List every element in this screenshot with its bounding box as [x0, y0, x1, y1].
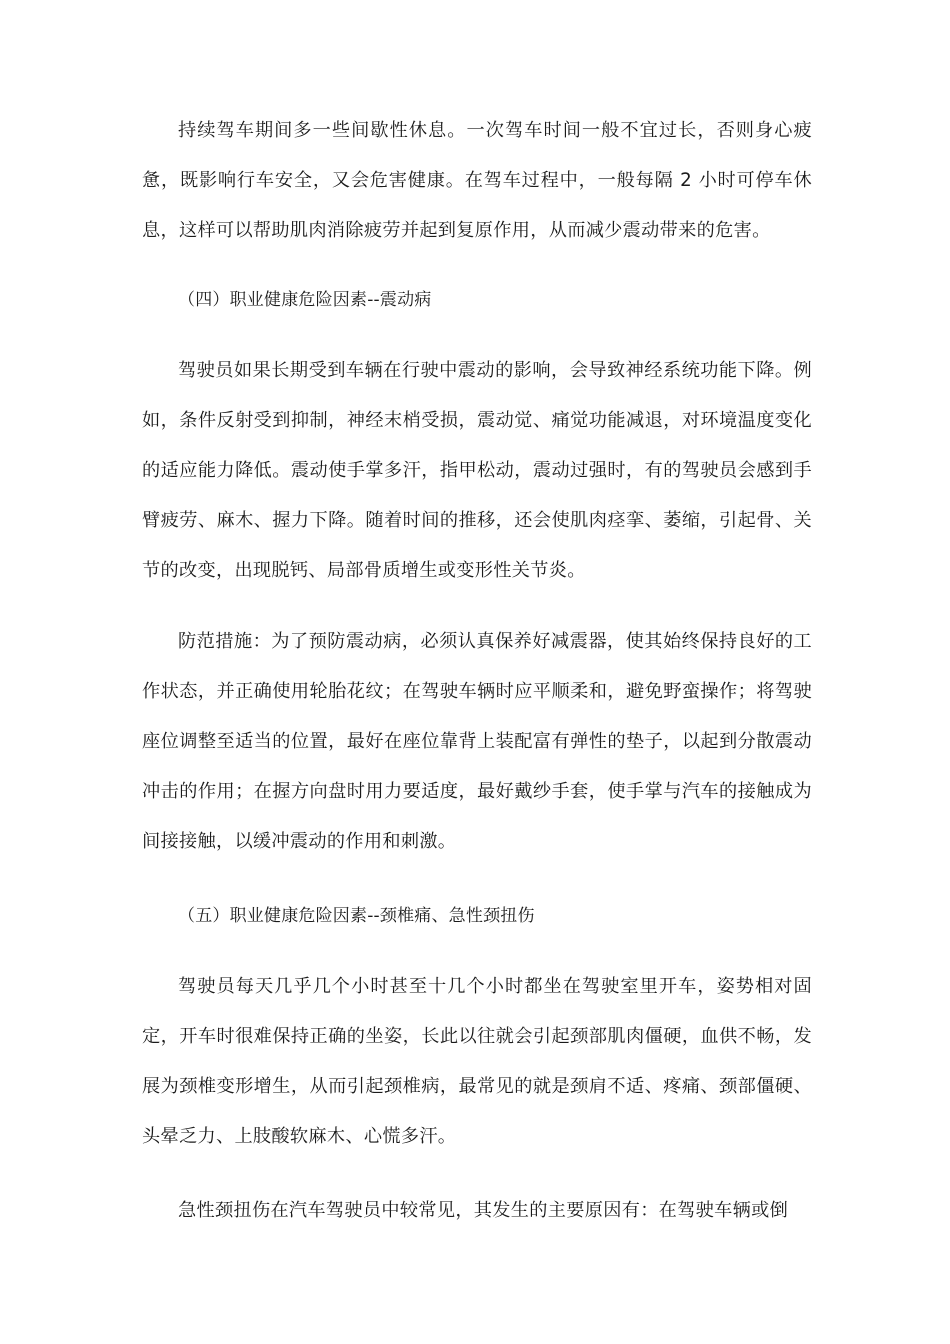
paragraph-cervical-spondylosis: 驾驶员每天几乎几个小时甚至十几个小时都坐在驾驶室里开车，姿势相对固定，开车时很难保持正确的坐姿，长此以往就会引起颈部肌肉僵硬，血供不畅，发展为颈椎变形增生，从而引起颈椎病，最常见的就是颈肩不适、疼痛、颈部僵硬、头晕乏力、上肢酸软麻木、心慌多汗。 [142, 976, 812, 1147]
paragraph-vibration-effects: 驾驶员如果长期受到车辆在行驶中震动的影响，会导致神经系统功能下降。例如，条件反射受到抑制，神经末梢受损，震动觉、痛觉功能减退，对环境温度变化的适应能力降低。震动使手掌多汗，指甲松动，震动过强时，有的驾驶员会感到手臂疲劳、麻木、握力下降。随着时间的推移，还会使肌肉痉挛、萎缩，引起骨、关节的改变，出现脱钙、局部骨质增生或变形性关节炎。 [142, 360, 812, 581]
section-heading-vibration-disease: （四）职业健康危险因素--震动病 [178, 290, 432, 310]
section-heading-cervical-pain: （五）职业健康危险因素--颈椎痛、急性颈扭伤 [178, 906, 535, 926]
paragraph-acute-neck-sprain: 急性颈扭伤在汽车驾驶员中较常见，其发生的主要原因有：在驾驶车辆或倒 [178, 1200, 789, 1221]
paragraph-rest-breaks: 持续驾车期间多一些间歇性休息。一次驾车时间一般不宜过长，否则身心疲惫，既影响行车安全，又会危害健康。在驾车过程中，一般每隔 2 小时可停车休息，这样可以帮助肌肉消除疲劳并起到复原作用，从而减少震动带来的危害。 [142, 120, 812, 241]
paragraph-prevention-measures: 防范措施：为了预防震动病，必须认真保养好减震器，使其始终保持良好的工作状态，并正确使用轮胎花纹；在驾驶车辆时应平顺柔和，避免野蛮操作；将驾驶座位调整至适当的位置，最好在座位靠背上装配富有弹性的垫子，以起到分散震动冲击的作用；在握方向盘时用力要适度，最好戴纱手套，使手掌与汽车的接触成为间接接触，以缓冲震动的作用和刺激。 [142, 631, 812, 852]
